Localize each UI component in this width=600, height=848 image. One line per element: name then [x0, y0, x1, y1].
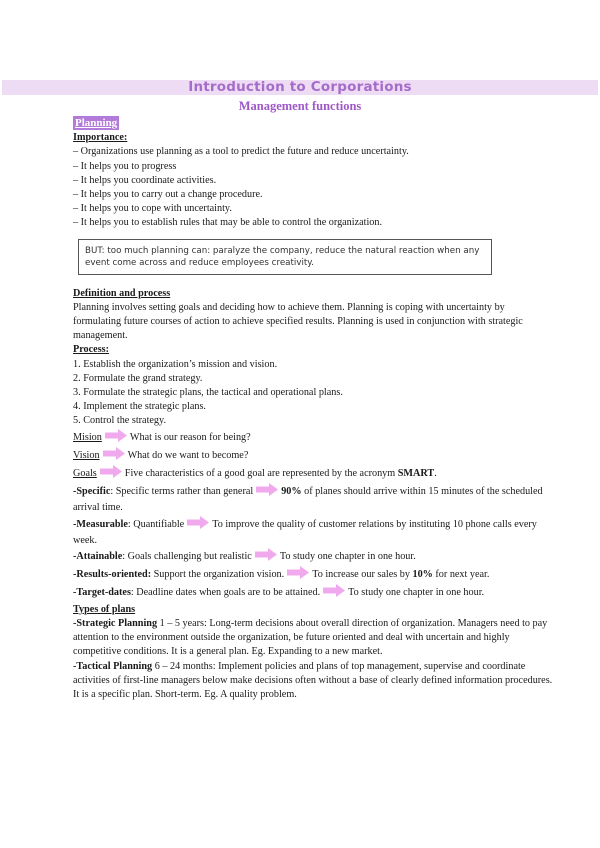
importance-heading: Importance:	[73, 132, 128, 144]
vision-text: What do we want to become?	[127, 449, 249, 461]
process-step: 2. Formulate the grand strategy.	[73, 372, 203, 384]
importance-item: – It helps you to carry out a change procedure.	[73, 189, 263, 201]
goals-row	[73, 465, 553, 483]
page-title: Introduction to Corporations	[188, 79, 412, 95]
process-step: 1. Establish the organization’s mission and vision.	[73, 358, 278, 370]
vision-label: Vision	[73, 449, 100, 461]
mission-label: Mision	[73, 431, 102, 443]
mission-row	[73, 429, 553, 447]
attainable-example: To study one chapter in one hour.	[279, 551, 416, 563]
target-label: -Target-dates	[73, 587, 131, 599]
document-body	[73, 116, 553, 702]
right-arrow-icon	[187, 516, 209, 534]
right-arrow-icon	[255, 548, 277, 566]
vision-row	[73, 447, 553, 465]
specific-desc: : Specific terms rather than general	[110, 486, 254, 498]
mission-text: What is our reason for being?	[129, 431, 251, 443]
page-subtitle: Management functions	[238, 99, 362, 113]
process-step: 4. Implement the strategic plans.	[73, 401, 206, 413]
strategic-desc: 1 – 5 years: Long-term decisions about overall direction of organization. Managers need to pay attention to the environment outside the organization, be future oriented and deal with uncertain and highly competitive conditions. It is a general plan. Eg. Expanding to a new market.	[73, 617, 548, 658]
smart-measurable	[73, 516, 553, 548]
results-label: -Results-oriented:	[73, 569, 152, 581]
results-desc: Support the organization vision.	[151, 569, 285, 581]
definition-text: Planning involves setting goals and deciding how to achieve them. Planning is coping with uncertainty by formulating future courses of action to achieve specified results. Planning is used in conjunction with strategic management.	[73, 301, 523, 342]
tactical-desc: 6 – 24 months: Implement policies and plans of top management, supervise and coordinate activities of first-line managers below make decisions often without a base of clearly defined information procedures. It is a specific plan. Short-term. Eg. A quality problem.	[73, 660, 553, 700]
process-heading: Process:	[73, 344, 110, 356]
process-step: 5. Control the strategy.	[73, 415, 166, 427]
importance-item: – Organizations use planning as a tool to predict the future and reduce uncertainty.	[73, 146, 409, 158]
attainable-desc: : Goals challenging but realistic	[122, 551, 252, 563]
strategic-planning-text	[73, 617, 553, 660]
target-example: To study one chapter in one hour.	[348, 587, 485, 599]
types-heading: Types of plans	[73, 603, 136, 615]
definition-heading: Definition and process	[73, 287, 171, 299]
importance-item: – It helps you to establish rules that may be able to control the organization.	[73, 217, 383, 229]
importance-item: – It helps you to progress	[73, 160, 177, 172]
right-arrow-icon	[100, 465, 122, 483]
results-example-end: for next year.	[432, 569, 490, 581]
smart-results	[73, 566, 553, 584]
strategic-label: -Strategic Planning	[73, 617, 158, 629]
results-example: To increase our sales by	[312, 569, 413, 581]
process-step: 3. Formulate the strategic plans, the tactical and operational plans.	[73, 387, 343, 399]
right-arrow-icon	[287, 566, 309, 584]
goals-label: Goals	[73, 468, 97, 480]
tactical-label: -Tactical Planning	[73, 660, 153, 672]
tactical-planning-text	[73, 660, 553, 703]
attainable-label: -Attainable	[73, 551, 123, 563]
specific-example: of planes should arrive within 15 minutes of the scheduled arrival time.	[73, 486, 543, 514]
smart-specific	[73, 483, 553, 515]
measurable-desc: : Quantifiable	[127, 518, 185, 530]
right-arrow-icon	[323, 584, 345, 602]
smart-target	[73, 584, 553, 602]
right-arrow-icon	[256, 483, 278, 501]
importance-item: – It helps you coordinate activities.	[73, 174, 217, 186]
callout-box: BUT: too much planning can: paralyze the company, reduce the natural reaction when any event come across and reduce employees creativity.	[78, 239, 492, 275]
section-label-planning: Planning	[75, 117, 118, 129]
goals-acronym: SMART	[397, 468, 435, 480]
goals-text-end: .	[434, 468, 437, 480]
target-desc: : Deadline dates when goals are to be attained.	[130, 587, 321, 599]
results-example-value: 10%	[412, 569, 433, 581]
measurable-label: -Measurable	[73, 518, 128, 530]
importance-item: – It helps you to cope with uncertainty.	[73, 203, 232, 215]
goals-text: Five characteristics of a good goal are represented by the acronym	[124, 468, 398, 480]
right-arrow-icon	[103, 447, 125, 465]
specific-label: -Specific	[73, 486, 111, 498]
right-arrow-icon	[105, 429, 127, 447]
specific-example-value: 90%	[281, 486, 302, 498]
smart-attainable	[73, 548, 553, 566]
measurable-example: To improve the quality of customer relations by instituting 10 phone calls every week.	[73, 518, 537, 546]
